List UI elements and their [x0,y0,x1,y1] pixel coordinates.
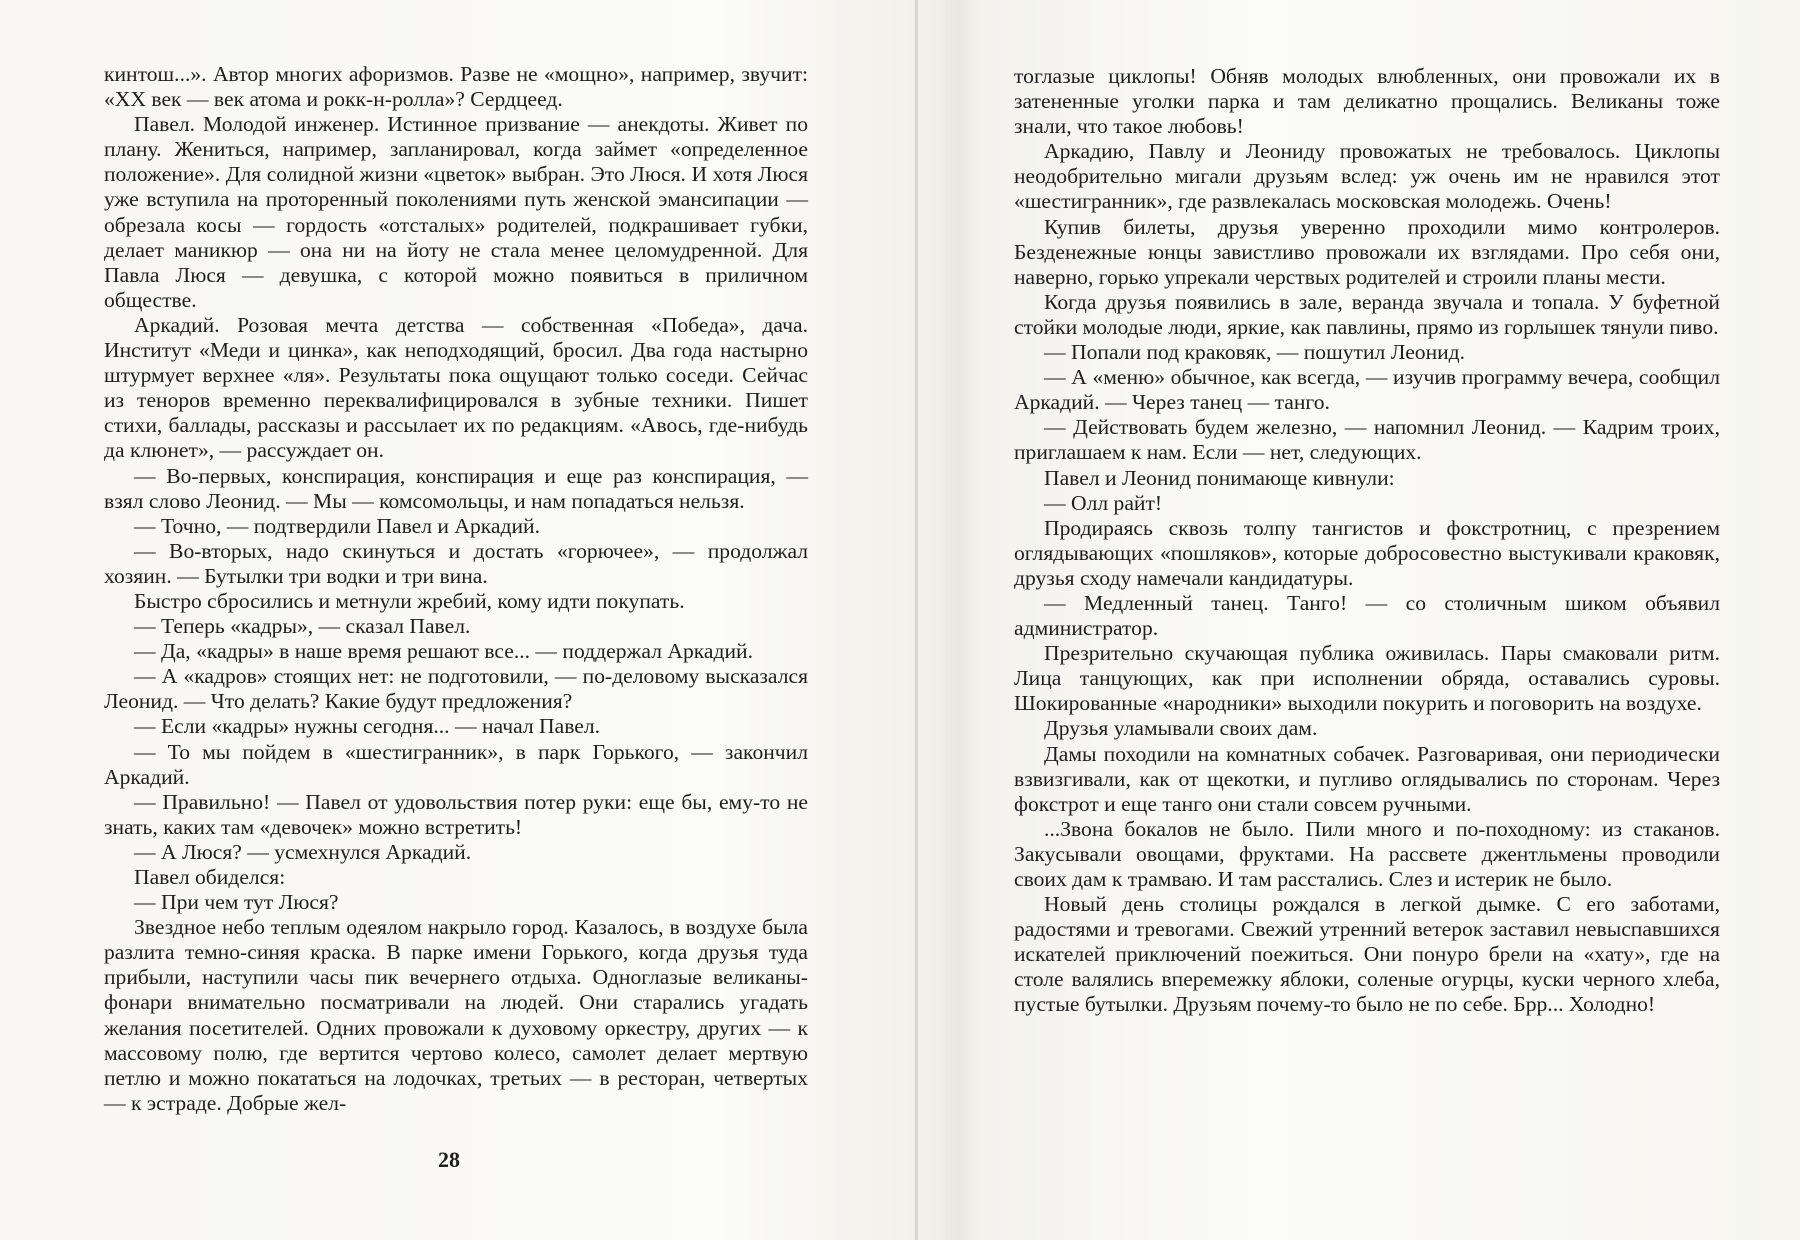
left-paragraph: Звездное небо теплым одеялом накрыло город. Казалось, в воздухе была разлита темно-синяя краска. В парке имени Горького, когда друзья туда прибыли, наступили часы пик вечернего отдыха. Одноглазые великаны-фонари внимательно посматривали на людей. Они старались угадать желания посетителей. Одних провожали к духовому оркестру, других — к массовому полю, где вертится чертово колесо, самолет делает мертвую петлю и можно покататься на лодочках, третьих — в ресторан, четвертых — к эстраде. Добрые жел- [104,915,808,1115]
left-paragraph: — Теперь «кадры», — сказал Павел. [134,614,471,639]
right-paragraph: — Действовать будем железно, — напомнил Леонид. — Кадрим троих, приглашаем к нам. Если — нет, следующих. [1014,415,1720,465]
right-paragraph: Когда друзья появились в зале, веранда звучала и топала. У буфетной стойки молодые люди, яркие, как павлины, прямо из горлышек тянули пиво. [1014,289,1720,339]
right-paragraph: — Попали под краковяк, — пошутил Леонид. [1044,340,1466,365]
left-paragraph: — Во-вторых, надо скинуться и достать «горючее», — продолжал хозяин. — Бутылки три водки и три вина. [104,538,808,588]
right-page [1014,64,1720,1018]
left-paragraph: Павел обиделся: [134,865,286,889]
left-paragraph: — Правильно! — Павел от удовольствия потер руки: еще бы, ему-то не знать, каких там «девочек» можно встретить! [104,789,808,839]
left-paragraph: — А «кадров» стоящих нет: не подготовили, — по-деловому высказался Леонид. — Что делать? Какие будут предложения? [104,664,808,714]
right-paragraph: Друзья уламывали своих дам. [1044,716,1318,741]
right-paragraph: — Олл райт! [1044,490,1163,515]
left-page [104,62,808,1116]
page-number: 28 [438,1147,460,1172]
left-paragraph: Аркадий. Розовая мечта детства — собственная «Победа», дача. Институт «Меди и цинка», как неподходящий, бросил. Два года настырно штурмует верхнее «ля». Результаты пока ощущают только соседи. Сейчас из теноров временно переквалифицировался в зубные техники. Пишет стихи, баллады, рассказы и рассылает их по редакциям. «Авось, где-нибудь да клюнет», — рассуждает он. [104,312,808,463]
right-paragraph: Дамы походили на комнатных собачек. Разговаривая, они периодически взвизгивали, как от щекотки, и пугливо оглядывались по сторонам. Через фокстрот и еще танго они стали совсем ручными. [1014,741,1720,816]
right-paragraph: — Медленный танец. Танго! — со столичным шиком объявил администратор. [1014,590,1720,641]
left-paragraph: — А Люся? — усмехнулся Аркадий. [134,839,472,864]
right-paragraph: Продираясь сквозь толпу тангистов и фокстротниц, с презрением оглядывающих «пошляков», которые добросовестно выстукивали краковяк, друзья сходу намечали кандидатуры. [1014,515,1720,590]
right-paragraph: ...Звона бокалов не было. Пили много и по-походному: из стаканов. Закусывали овощами, фруктами. На рассвете джентльмены проводили своих дам к трамваю. И там расстались. Слез и истерик не было. [1014,816,1720,891]
left-paragraph: — Да, «кадры» в наше время решают все... — поддержал Аркадий. [134,639,754,664]
book-fold [915,0,918,1240]
left-paragraph: — То мы пойдем в «шестигранник», в парк Горького, — закончил Аркадий. [104,739,808,789]
right-paragraph: тоглазые циклопы! Обняв молодых влюбленных, они провожали их в затененные уголки парка и там деликатно прощались. Великаны тоже знали, что такое любовь! [1014,64,1720,139]
right-paragraph: Купив билеты, друзья уверенно проходили мимо контролеров. Безденежные юнцы завистливо провожали их взглядами. Про себя они, наверно, горько упрекали черствых родителей и строили планы мести. [1014,214,1720,289]
right-paragraph: Павел и Леонид понимающе кивнули: [1044,465,1395,490]
right-paragraph: — А «меню» обычное, как всегда, — изучив программу вечера, сообщил Аркадий. — Через танец — танго. [1014,365,1720,415]
left-paragraph: Быстро сбросились и метнули жребий, кому идти покупать. [134,588,685,613]
left-paragraph: — Если «кадры» нужны сегодня... — начал Павел. [134,714,601,739]
left-paragraph: — При чем тут Люся? [134,890,339,915]
right-paragraph: Аркадию, Павлу и Леониду провожатых не требовалось. Циклопы неодобрительно мигали друзьям вслед: уж очень им не нравился этот «шестигранник», где развлекалась московская молодежь. Очень! [1014,139,1720,214]
right-paragraph: Новый день столицы рождался в легкой дымке. С его заботами, радостями и тревогами. Свежий утренний ветерок заставил невыспавшихся искателей приключений поежиться. Они понуро брели на «хату», где на столе валялись вперемежку яблоки, соленые огурцы, куски черного хлеба, пустые бутылки. Друзьям почему-то было не по себе. Брр... Холодно! [1014,892,1720,1017]
left-paragraph: — Во-первых, конспирация, конспирация и еще раз конспирация, — взял слово Леонид. — Мы — комсомольцы, и нам попадаться нельзя. [104,463,808,513]
right-paragraph: Презрительно скучающая публика оживилась. Пары смаковали ритм. Лица танцующих, как при исполнении обряда, оставались суровы. Шокированные «народники» выходили покурить и поговорить на воздухе. [1014,641,1720,716]
left-paragraph: — Точно, — подтвердили Павел и Аркадий. [134,513,540,538]
left-paragraph: Павел. Молодой инженер. Истинное призвание — анекдоты. Живет по плану. Жениться, например, запланировал, когда займет «определенное положение». Для солидной жизни «цветок» выбран. Это Люся. И хотя Люся уже вступила на проторенный поколениями путь женской эмансипации — обрезала косы — гордость «отсталых» родителей, подкрашивает губки, делает маникюр — она ни на йоту не стала менее целомудренной. Для Павла Люся — девушка, с которой можно появиться в приличном обществе. [104,112,808,312]
left-paragraph: кинтош...». Автор многих афоризмов. Разве не «мощно», например, звучит: «XX век — век атома и рокк-н-ролла»? Сердцеед. [104,62,808,112]
